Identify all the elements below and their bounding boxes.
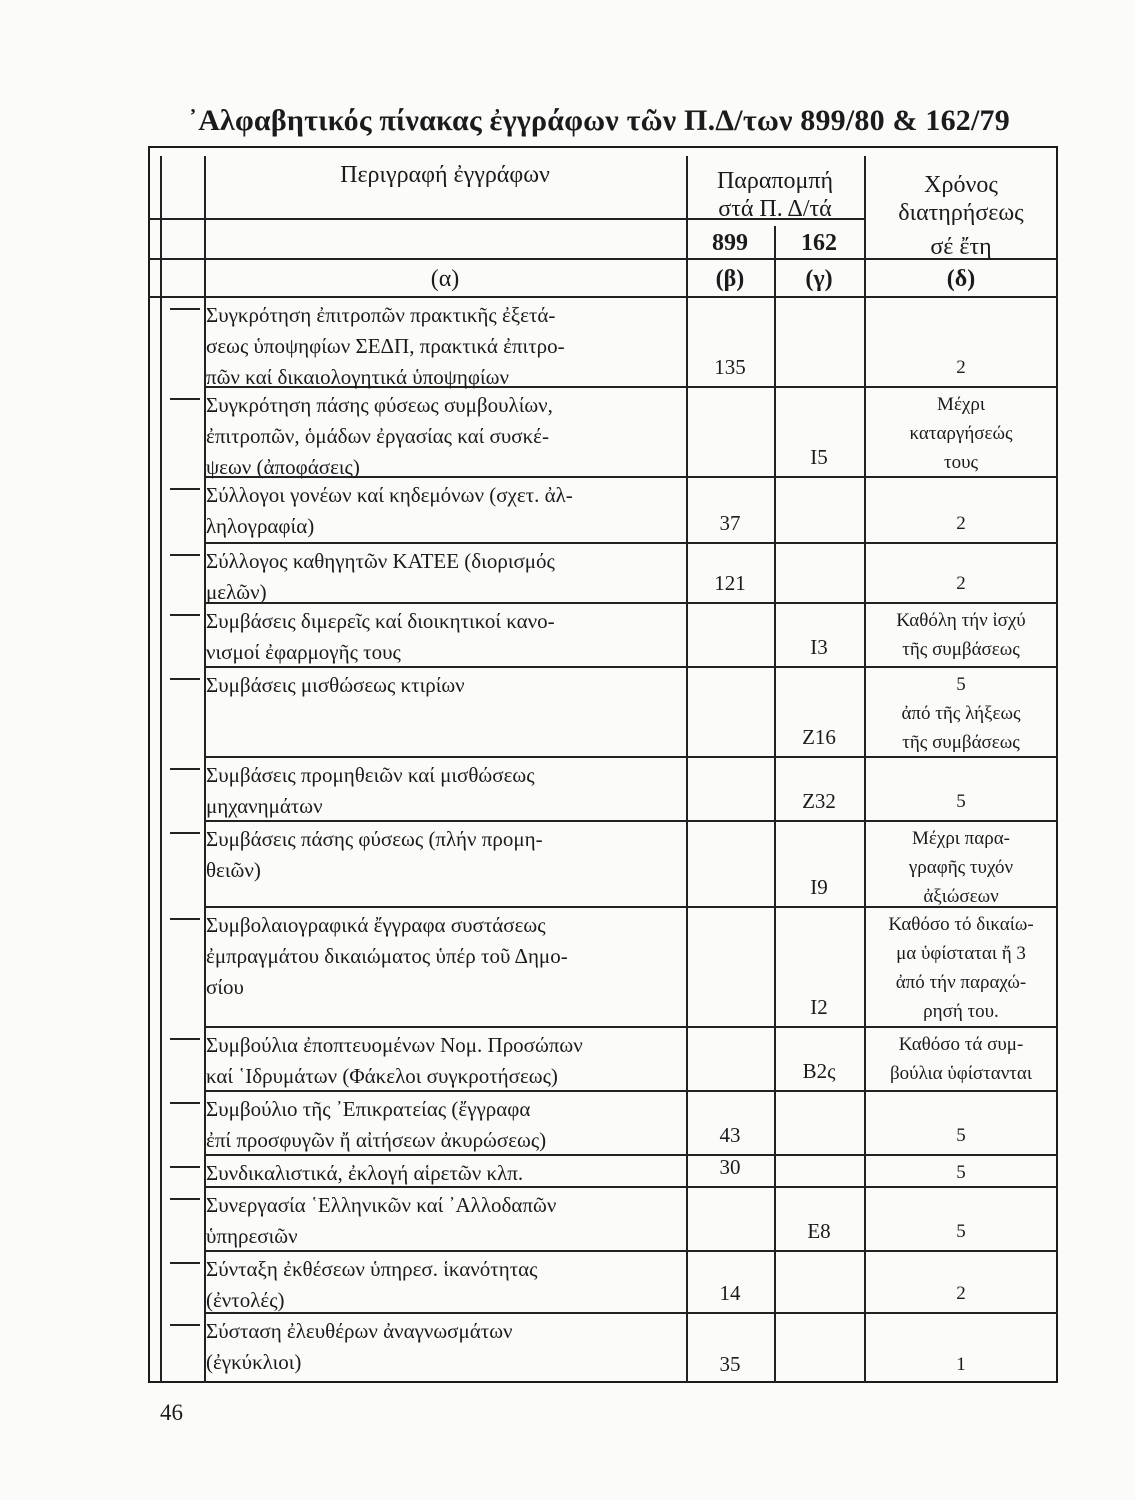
- row-description: [206, 480, 686, 542]
- description-line: μηχανημάτων: [206, 794, 323, 818]
- row-description: [206, 546, 686, 608]
- rule: [160, 156, 162, 1383]
- retention-line: τῆς συμβάσεως: [902, 639, 1020, 660]
- retention-line: ἀπό τήν παραχώ-: [895, 972, 1027, 993]
- header-reference-line1: Παραπομπή: [716, 168, 834, 194]
- description-line: ἐπί προσφυγῶν ἤ αἰτήσεων ἀκυρώσεως): [206, 1128, 547, 1152]
- description-line: Συμβάσεις μισθώσεως κτιρίων: [206, 673, 465, 697]
- retention: [864, 670, 1058, 757]
- description-line: Συμβούλια ἐποπτευομένων Νομ. Προσώπων: [206, 1033, 583, 1057]
- ref-899: 30: [719, 1155, 741, 1179]
- retention-line: 2: [956, 1283, 966, 1304]
- ref-162: Z16: [802, 725, 836, 749]
- retention: [864, 353, 1058, 382]
- retention: [864, 787, 1058, 816]
- ref-899: 43: [719, 1123, 741, 1147]
- row-description: [206, 606, 686, 668]
- retention: [864, 1217, 1058, 1246]
- retention: [864, 509, 1058, 538]
- description-line: Συμβάσεις προμηθειῶν καί μισθώσεως: [206, 763, 535, 787]
- header-retention-line2: διατηρήσεως: [898, 200, 1024, 226]
- ref-162: E8: [807, 1219, 831, 1243]
- description-line: Σύλλογος καθηγητῶν ΚΑΤΕΕ (διορισμός: [206, 549, 555, 573]
- description-line: Συγκρότηση ἐπιτροπῶν πρακτικῆς ἐξετά-: [206, 303, 556, 327]
- rule: [686, 156, 688, 1383]
- rule: [864, 156, 866, 1383]
- description-line: ἐπιτροπῶν, ὁμάδων ἐργασίας καί συσκέ-: [206, 424, 549, 448]
- retention-line: ἀξιώσεων: [923, 886, 999, 907]
- retention-line: τῆς συμβάσεως: [902, 732, 1020, 753]
- description-line: ἐμπραγμάτου δικαιώματος ὑπέρ τοῦ Δημο-: [206, 944, 568, 968]
- retention: [864, 390, 1058, 477]
- header-retention-line1: Χρόνος: [924, 172, 998, 198]
- retention-line: 5: [956, 1162, 966, 1183]
- row-dash: [170, 1324, 200, 1326]
- retention-line: τους: [943, 452, 979, 473]
- row-description: [206, 1190, 686, 1252]
- description-line: Συμβούλιο τῆς ᾿Επικρατείας (ἔγγραφα: [206, 1097, 531, 1121]
- retention: [864, 569, 1058, 598]
- retention-line: 5: [956, 1125, 966, 1146]
- retention-line: ρησή του.: [923, 1001, 999, 1022]
- description-line: Σύσταση ἐλευθέρων ἀναγνωσμάτων: [206, 1319, 513, 1343]
- retention: [864, 1279, 1058, 1308]
- row-dash: [170, 1166, 200, 1168]
- header-retention-line3: σέ ἔτη: [930, 234, 992, 260]
- retention: [864, 824, 1058, 911]
- row-dash: [170, 918, 200, 920]
- description-line: Σύνταξη ἐκθέσεων ὑπηρεσ. ἱκανότητας: [206, 1257, 538, 1281]
- description-line: θειῶν): [206, 858, 261, 882]
- row-dash: [170, 1102, 200, 1104]
- ref-162: Z32: [802, 789, 836, 813]
- row-description: [206, 1030, 686, 1092]
- row-dash: [170, 308, 200, 310]
- row-dash: [170, 678, 200, 680]
- retention-line: 5: [956, 1221, 966, 1242]
- ref-899: 37: [719, 511, 741, 535]
- retention-line: Καθόλη τήν ἰσχύ: [896, 610, 1026, 631]
- description-line: (ἐγκύκλιοι): [206, 1350, 302, 1374]
- row-dash: [170, 832, 200, 834]
- row-description: [206, 1316, 686, 1378]
- row-dash: [170, 398, 200, 400]
- row-description: [206, 760, 686, 822]
- row-description: [206, 1094, 686, 1156]
- description-line: Συγκρότηση πάσης φύσεως συμβουλίων,: [206, 393, 553, 417]
- page-number: 46: [160, 1400, 183, 1425]
- header-description: Περιγραφή ἐγγράφων: [340, 162, 550, 188]
- ref-162: I2: [810, 995, 828, 1019]
- row-dash: [170, 554, 200, 556]
- row-dash: [170, 1262, 200, 1264]
- page-title: ᾿Αλφαβητικός πίνακας ἐγγράφων τῶν Π.Δ/των 899/80 & 162/79: [188, 104, 1010, 137]
- row-description: [206, 824, 686, 886]
- description-line: Συνεργασία ῾Ελληνικῶν καί ᾿Αλλοδαπῶν: [206, 1193, 557, 1217]
- row-description: [206, 1254, 686, 1316]
- ref-899: 35: [719, 1352, 741, 1376]
- label-b: (β): [715, 266, 745, 292]
- ref-899: 14: [719, 1281, 741, 1305]
- description-line: νισμοί ἐφαρμογῆς τους: [206, 640, 401, 664]
- header-reference-line2: στά Π. Δ/τά: [718, 196, 832, 222]
- row-description: [206, 1158, 686, 1189]
- description-line: Συμβάσεις πάσης φύσεως (πλήν προμη-: [206, 827, 543, 851]
- row-description: [206, 390, 686, 483]
- row-dash: [170, 768, 200, 770]
- rule: [148, 296, 1058, 298]
- row-dash: [170, 1038, 200, 1040]
- description-line: ὑπηρεσιῶν: [206, 1224, 298, 1248]
- retention-line: Καθόσο τά συμ-: [898, 1034, 1024, 1055]
- description-line: καί ῾Ιδρυμάτων (Φάκελοι συγκροτήσεως): [206, 1064, 558, 1088]
- retention-line: μα ὑφίσταται ἤ 3: [896, 943, 1026, 964]
- label-d: (δ): [946, 266, 976, 292]
- retention-line: 5: [956, 791, 966, 812]
- retention-line: 2: [956, 573, 966, 594]
- retention-line: καταργήσεώς: [909, 423, 1013, 444]
- ref-162: I9: [810, 875, 828, 899]
- row-dash: [170, 614, 200, 616]
- description-line: πῶν καί δικαιολογητικά ὑποψηφίων: [206, 365, 509, 389]
- ref-162: I5: [810, 445, 828, 469]
- label-c: (γ): [805, 266, 833, 292]
- ref-899: 135: [714, 355, 746, 379]
- retention: [864, 606, 1058, 664]
- retention-line: 5: [956, 674, 966, 695]
- retention-line: 2: [956, 513, 966, 534]
- retention: [864, 1350, 1058, 1379]
- description-line: ψεων (ἀποφάσεις): [206, 455, 360, 479]
- retention-line: Μέχρι παρα-: [912, 828, 1010, 849]
- documents-table: [148, 146, 1058, 1383]
- retention: [864, 910, 1058, 1026]
- description-line: (ἐντολές): [206, 1288, 285, 1312]
- header-162: 162: [801, 230, 837, 256]
- ref-162: B2ς: [802, 1059, 836, 1083]
- row-description: [206, 910, 686, 1003]
- row-description: [206, 670, 686, 701]
- description-line: σίου: [206, 975, 244, 999]
- retention-line: βούλια ὑφίστανται: [890, 1063, 1032, 1084]
- retention-line: Καθόσο τό δικαίω-: [888, 914, 1034, 935]
- description-line: Συνδικαλιστικά, ἐκλογή αἱρετῶν κλπ.: [206, 1161, 524, 1185]
- retention-line: 2: [956, 357, 966, 378]
- header-899: 899: [712, 230, 748, 256]
- ref-162: I3: [810, 635, 828, 659]
- row-rule: [204, 542, 1058, 544]
- retention: [864, 1158, 1058, 1187]
- description-line: Σύλλογοι γονέων καί κηδεμόνων (σχετ. ἀλ-: [206, 483, 573, 507]
- retention-line: ἀπό τῆς λήξεως: [901, 703, 1021, 724]
- description-line: ληλογραφία): [206, 514, 315, 538]
- retention: [864, 1121, 1058, 1150]
- retention: [864, 1030, 1058, 1088]
- ref-899: 121: [714, 571, 746, 595]
- label-a: (α): [430, 266, 460, 292]
- row-dash: [170, 1198, 200, 1200]
- description-line: Συμβολαιογραφικά ἔγγραφα συστάσεως: [206, 913, 546, 937]
- row-rule: [204, 1026, 1058, 1028]
- description-line: Συμβάσεις διμερεῖς καί διοικητικοί κανο-: [206, 609, 555, 633]
- retention-line: Μέχρι: [937, 394, 985, 415]
- description-line: μελῶν): [206, 580, 267, 604]
- row-dash: [170, 488, 200, 490]
- retention-line: γραφῆς τυχόν: [908, 857, 1014, 878]
- description-line: σεως ὑποψηφίων ΣΕΔΠ, πρακτικά ἐπιτρο-: [206, 334, 565, 358]
- retention-line: 1: [956, 1354, 966, 1375]
- row-description: [206, 300, 686, 393]
